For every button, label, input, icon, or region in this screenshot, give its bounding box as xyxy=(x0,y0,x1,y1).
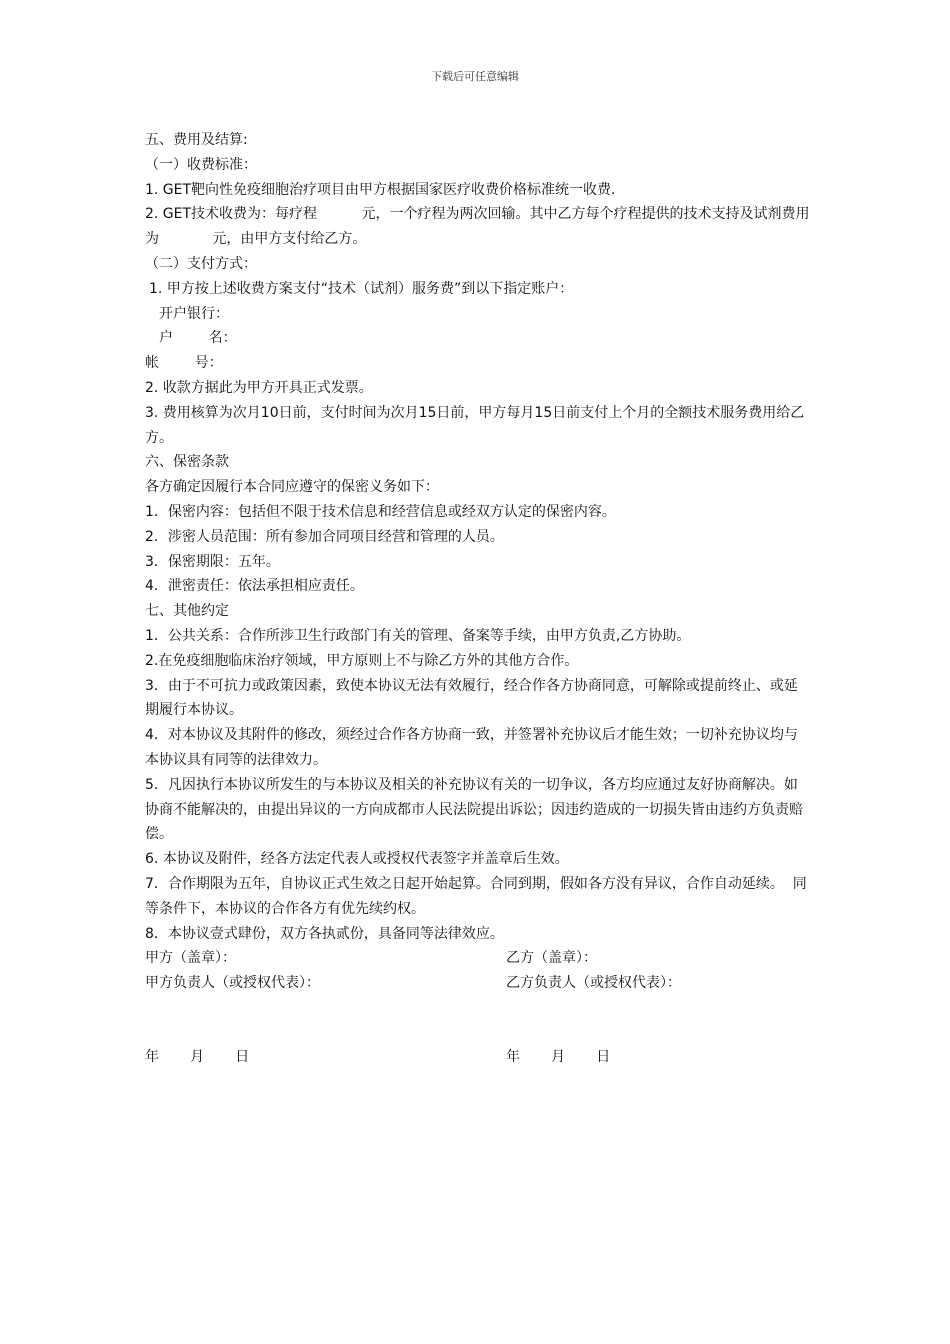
bank-name-field: 开户银行： xyxy=(159,305,229,322)
section-7-title: 七、其他约定 xyxy=(145,603,229,620)
section-5-subtitle-payment: （二）支付方式： xyxy=(145,255,257,272)
signature-spacer xyxy=(145,996,810,1046)
section-6-intro: 各方确定因履行本合同应遵守的保密义务如下： xyxy=(145,479,439,496)
payment-item-2: 2. 收款方据此为甲方开具正式发票。 xyxy=(145,379,373,396)
page-header-note: 下载后可任意编辑 xyxy=(431,70,519,83)
party-a-seal: 甲方（盖章）： xyxy=(145,950,236,967)
party-a-date: 年 月 日 xyxy=(145,1049,250,1066)
party-b-representative: 乙方负责人（或授权代表）： xyxy=(506,975,681,992)
party-b-seal: 乙方（盖章）： xyxy=(506,950,597,967)
payment-item-1: 1. 甲方按上述收费方案支付“技术（试剂）服务费”到以下指定账户： xyxy=(149,280,574,297)
account-name-field: 户 名： xyxy=(159,330,237,347)
section-7-item-2: 2.在免疫细胞临床治疗领域，甲方原则上不与除乙方外的其他方合作。 xyxy=(145,652,579,669)
section-5-subtitle-fee-standard: （一）收费标准： xyxy=(145,156,257,173)
section-5-item-1: 1. GET靶向性免疫细胞治疗项目由甲方根据国家医疗收费价格标准统一收费. xyxy=(145,181,616,198)
signature-seal-row xyxy=(145,946,810,971)
section-6-item-3: 3．保密期限：五年。 xyxy=(145,553,280,570)
section-6-item-2: 2．涉密人员范围：所有参加合同项目经营和管理的人员。 xyxy=(145,528,504,545)
section-5-title: 五、费用及结算: xyxy=(145,132,248,148)
section-7-item-1: 1．公共关系：合作所涉卫生行政部门有关的管理、备案等手续，由甲方负责,乙方协助。 xyxy=(145,627,691,644)
section-5-item-2: 2. GET技术收费为：每疗程 元，一个疗程为两次回输。其中乙方每个疗程提供的技术支持及试剂费用为 元，由甲方支付给乙方。 xyxy=(145,206,810,248)
section-7-item-8: 8．本协议壹式肆份，双方各执贰份，具备同等法律效应。 xyxy=(145,925,504,942)
section-7-item-7: 7．合作期限为五年，自协议正式生效之日起开始起算。合同到期，假如各方没有异议，合作自动延续。 同等条件下，本协议的合作各方有优先续约权。 xyxy=(145,875,807,917)
section-7-item-3: 3．由于不可抗力或政策因素，致使本协议无法有效履行，经合作各方协商同意，可解除或提前终止、或延期履行本协议。 xyxy=(145,677,798,719)
section-7-item-4: 4．对本协议及其附件的修改，须经过合作各方协商一致，并签署补充协议后才能生效；一切补充协议均与本协议具有同等的法律效力。 xyxy=(145,727,798,768)
account-number-field: 帐 号： xyxy=(145,355,223,372)
party-b-date: 年 月 日 xyxy=(506,1049,611,1066)
section-7-item-5: 5．凡因执行本协议所发生的与本协议及相关的补充协议有关的一切争议，各方均应通过友好协商解决。如协商不能解决的，由提出异议的一方向成都市人民法院提出诉讼；因违约造成的一切损失皆由违约方负责赔偿。 xyxy=(145,776,803,843)
party-a-representative: 甲方负责人（或授权代表）： xyxy=(145,975,320,992)
section-6-item-1: 1．保密内容：包括但不限于技术信息和经营信息或经双方认定的保密内容。 xyxy=(145,503,616,520)
document-body xyxy=(145,128,810,1070)
signature-representative-row xyxy=(145,971,810,996)
signature-date-row xyxy=(145,1045,810,1070)
payment-item-3: 3. 费用核算为次月10日前，支付时间为次月15日前，甲方每月15日前支付上个月的全额技术服务费用给乙方。 xyxy=(145,404,805,446)
section-6-item-4: 4．泄密责任：依法承担相应责任。 xyxy=(145,578,364,595)
section-7-item-6: 6. 本协议及附件，经各方法定代表人或授权代表签字并盖章后生效。 xyxy=(145,851,569,868)
section-6-title: 六、保密条款 xyxy=(145,454,229,471)
